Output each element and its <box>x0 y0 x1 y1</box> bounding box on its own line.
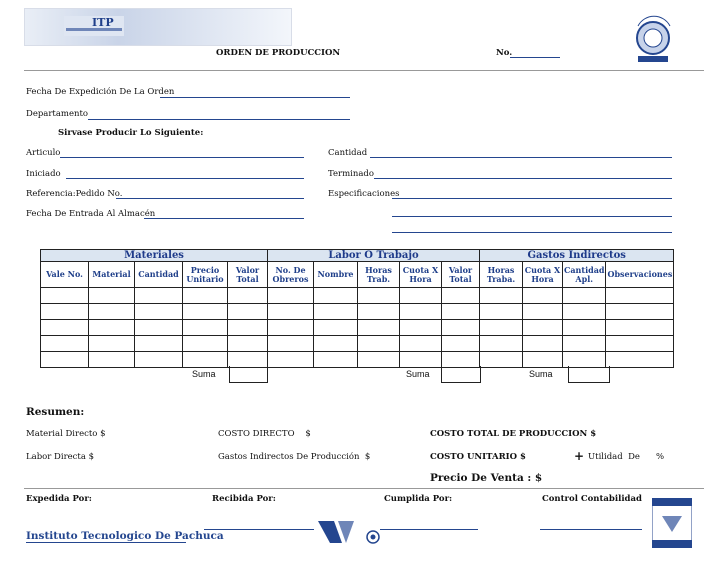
terminado-field[interactable] <box>374 178 672 179</box>
table-cell[interactable] <box>183 336 228 352</box>
fecha-entrada-label: Fecha De Entrada Al Almacén <box>26 209 156 219</box>
table-group-row <box>41 250 674 262</box>
table-cell[interactable] <box>400 288 442 304</box>
emblem-icon <box>366 530 380 544</box>
table-cell[interactable] <box>563 288 606 304</box>
institute-name: Instituto Tecnologico De Pachuca <box>26 530 224 542</box>
suma-box-materiales[interactable] <box>229 366 268 383</box>
expedida-label: Expedida Por: <box>26 494 92 504</box>
utilidad-label: Utilidad De <box>588 452 640 462</box>
table-cell[interactable] <box>358 288 400 304</box>
table-cell[interactable] <box>89 304 135 320</box>
departamento-label: Departamento <box>26 109 88 119</box>
cumplida-signature-line[interactable] <box>380 529 478 530</box>
articulo-label: Articulo <box>26 148 61 158</box>
table-cell[interactable] <box>563 320 606 336</box>
col-horas-trab: Horas Trab. <box>358 262 400 288</box>
production-table <box>40 249 674 368</box>
table-cell[interactable] <box>358 352 400 368</box>
precio-venta-label: Precio De Venta : $ <box>430 472 543 484</box>
table-cell[interactable] <box>183 320 228 336</box>
table-cell[interactable] <box>41 304 89 320</box>
table-cell[interactable] <box>523 288 563 304</box>
table-cell[interactable] <box>41 336 89 352</box>
referencia-label: Referencia:Pedido No. <box>26 189 123 199</box>
table-cell[interactable] <box>523 336 563 352</box>
order-number-label: No. <box>496 48 513 58</box>
percent-label: % <box>656 452 665 462</box>
table-cell[interactable] <box>228 336 268 352</box>
costo-unitario-label: COSTO UNITARIO $ <box>430 452 526 462</box>
table-cell[interactable] <box>442 288 480 304</box>
labor-directa-label: Labor Directa $ <box>26 452 95 462</box>
table-cell[interactable] <box>480 288 523 304</box>
suma-label-gastos: Suma <box>529 369 553 379</box>
table-cell[interactable] <box>89 336 135 352</box>
recibida-label: Recibida Por: <box>212 494 276 504</box>
table-cell[interactable] <box>228 288 268 304</box>
referencia-field[interactable] <box>116 198 304 199</box>
cumplida-label: Cumplida Por: <box>384 494 453 504</box>
itp-logo-text: ITP <box>92 16 114 29</box>
resumen-heading: Resumen: <box>26 406 85 418</box>
articulo-field[interactable] <box>60 157 304 158</box>
table-cell[interactable] <box>563 304 606 320</box>
costo-total-label: COSTO TOTAL DE PRODUCCION $ <box>430 429 597 439</box>
table-cell[interactable] <box>314 288 358 304</box>
table-cell[interactable] <box>268 288 314 304</box>
group-labor: Labor O Trabajo <box>268 250 480 262</box>
table-cell[interactable] <box>400 336 442 352</box>
table-cell[interactable] <box>480 352 523 368</box>
table-cell[interactable] <box>606 304 674 320</box>
sgc-certification-icon <box>652 498 692 548</box>
col-cuota-hora: Cuota X Hora <box>400 262 442 288</box>
fecha-expedicion-label: Fecha De Expedición De La Orden <box>26 87 175 97</box>
table-cell[interactable] <box>358 304 400 320</box>
control-signature-line[interactable] <box>540 529 642 530</box>
table-cell[interactable] <box>268 304 314 320</box>
col-horas-traba: Horas Traba. <box>480 262 523 288</box>
table-cell[interactable] <box>41 320 89 336</box>
col-cantidad-apl: Cantidad Apl. <box>563 262 606 288</box>
table-cell[interactable] <box>480 320 523 336</box>
cantidad-label: Cantidad <box>328 148 368 158</box>
especificaciones-field-2[interactable] <box>392 216 672 217</box>
table-cell[interactable] <box>442 336 480 352</box>
table-cell[interactable] <box>41 352 89 368</box>
table-cell[interactable] <box>268 320 314 336</box>
table-cell[interactable] <box>400 352 442 368</box>
col-valor-total-lab: Valor Total <box>442 262 480 288</box>
table-header-row <box>41 262 674 288</box>
table-cell[interactable] <box>442 320 480 336</box>
suma-box-labor[interactable] <box>441 366 481 383</box>
col-valor-total-mat: Valor Total <box>228 262 268 288</box>
table-cell[interactable] <box>400 304 442 320</box>
table-row <box>41 288 674 304</box>
table-row <box>41 304 674 320</box>
col-nombre: Nombre <box>314 262 358 288</box>
group-gastos: Gastos Indirectos <box>480 250 674 262</box>
table-cell[interactable] <box>135 288 183 304</box>
table-cell[interactable] <box>523 352 563 368</box>
header-rule <box>24 70 704 71</box>
suma-box-gastos[interactable] <box>568 366 610 383</box>
table-cell[interactable] <box>41 288 89 304</box>
control-label: Control Contabilidad <box>542 494 642 504</box>
table-row <box>41 320 674 336</box>
table-cell[interactable] <box>442 304 480 320</box>
table-cell[interactable] <box>563 336 606 352</box>
cantidad-field[interactable] <box>370 157 672 158</box>
col-cuota-hora-gi: Cuota X Hora <box>523 262 563 288</box>
table-cell[interactable] <box>358 320 400 336</box>
departamento-field[interactable] <box>88 119 350 120</box>
sirvase-label: Sirvase Producir Lo Siguiente: <box>58 128 204 138</box>
fecha-entrada-field[interactable] <box>144 218 304 219</box>
col-vale: Vale No. <box>41 262 89 288</box>
suma-label-labor: Suma <box>406 369 430 379</box>
order-number-field[interactable] <box>510 57 560 58</box>
col-no-obreros: No. De Obreros <box>268 262 314 288</box>
group-materiales: Materiales <box>41 250 268 262</box>
table-cell[interactable] <box>135 304 183 320</box>
plus-icon: + <box>574 449 585 463</box>
table-cell[interactable] <box>183 304 228 320</box>
table-cell[interactable] <box>358 336 400 352</box>
footer-rule <box>24 488 704 489</box>
table-cell[interactable] <box>268 352 314 368</box>
table-cell[interactable] <box>606 336 674 352</box>
table-cell[interactable] <box>606 320 674 336</box>
table-cell[interactable] <box>523 304 563 320</box>
table-cell[interactable] <box>228 304 268 320</box>
table-row <box>41 336 674 352</box>
iniciado-field[interactable] <box>66 178 304 179</box>
institute-underline <box>26 542 186 543</box>
table-cell[interactable] <box>314 336 358 352</box>
table-cell[interactable] <box>480 304 523 320</box>
table-cell[interactable] <box>89 352 135 368</box>
institute-seal <box>624 14 682 64</box>
col-precio-unitario: Precio Unitario <box>183 262 228 288</box>
table-cell[interactable] <box>523 320 563 336</box>
fecha-expedicion-field[interactable] <box>160 97 350 98</box>
col-cantidad: Cantidad <box>135 262 183 288</box>
iniciado-label: Iniciado <box>26 169 61 179</box>
table-cell[interactable] <box>400 320 442 336</box>
especificaciones-field-1[interactable] <box>392 198 672 199</box>
table-cell[interactable] <box>183 352 228 368</box>
table-cell[interactable] <box>314 304 358 320</box>
table-cell[interactable] <box>89 320 135 336</box>
table-cell[interactable] <box>606 352 674 368</box>
page-title: ORDEN DE PRODUCCION <box>216 48 341 58</box>
terminado-label: Terminado <box>328 169 374 179</box>
table-cell[interactable] <box>183 288 228 304</box>
especificaciones-field-3[interactable] <box>392 232 672 233</box>
sep-logo-icon <box>316 517 356 547</box>
table-cell[interactable] <box>228 320 268 336</box>
costo-directo-label: COSTO DIRECTO $ <box>218 429 311 439</box>
table-cell[interactable] <box>314 320 358 336</box>
table-cell[interactable] <box>135 320 183 336</box>
table-cell[interactable] <box>480 336 523 352</box>
material-directo-label: Material Directo $ <box>26 429 106 439</box>
gastos-indirectos-label: Gastos Indirectos De Producción $ <box>218 452 371 462</box>
table-cell[interactable] <box>89 288 135 304</box>
col-observaciones: Observaciones <box>606 262 674 288</box>
especificaciones-label: Especificaciones <box>328 189 400 199</box>
table-cell[interactable] <box>135 336 183 352</box>
col-material: Material <box>89 262 135 288</box>
table-cell[interactable] <box>268 336 314 352</box>
suma-label-materiales: Suma <box>192 369 216 379</box>
table-cell[interactable] <box>135 352 183 368</box>
table-cell[interactable] <box>314 352 358 368</box>
table-cell[interactable] <box>606 288 674 304</box>
